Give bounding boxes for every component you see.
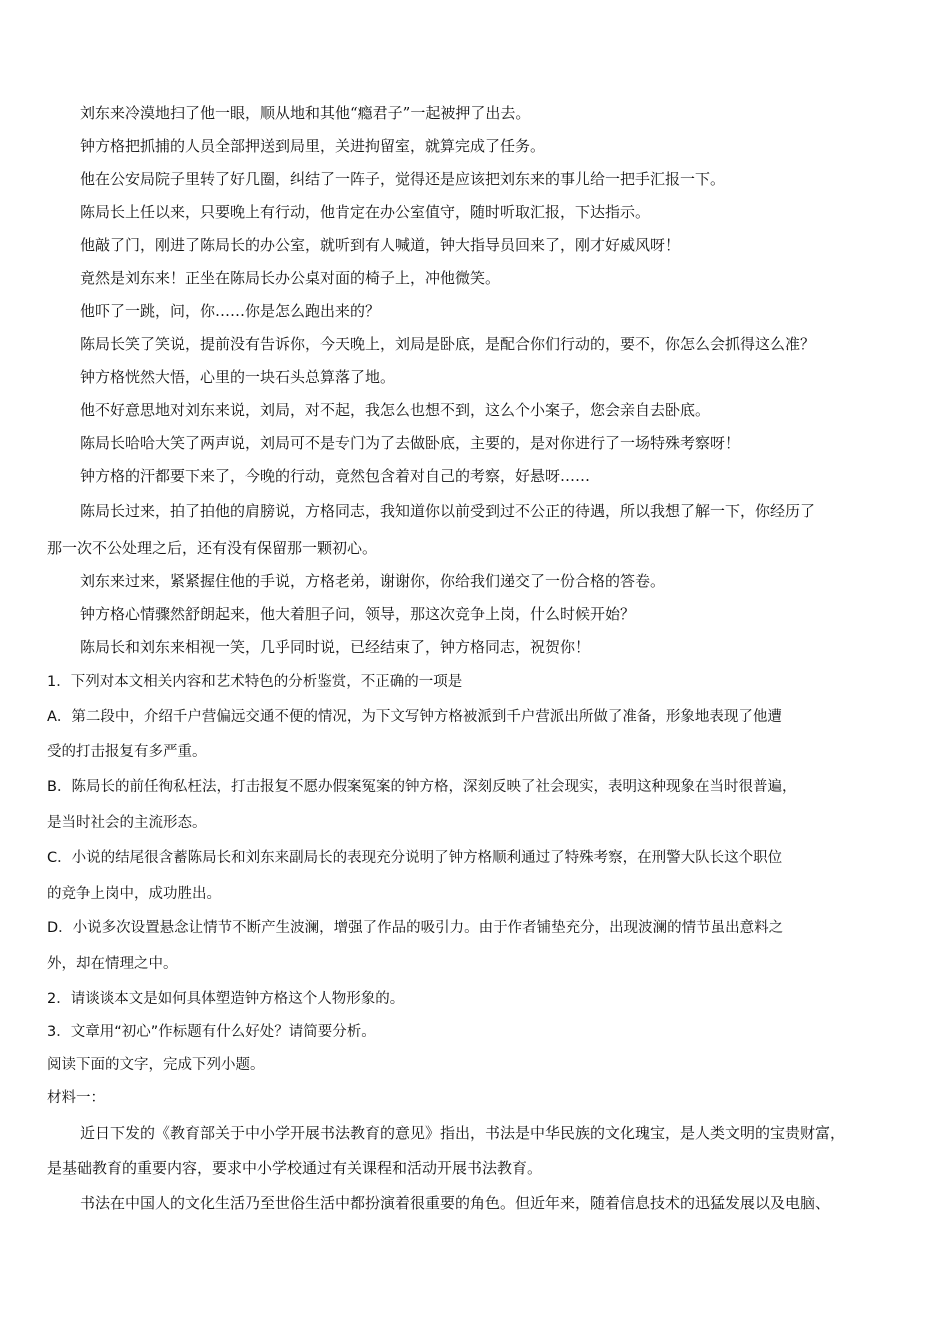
story-paragraph: 他不好意思地对刘东来说，刘局，对不起，我怎么也想不到，这么个小案子，您会亲自去卧底。: [80, 401, 711, 419]
material-paragraph: 近日下发的《教育部关于中小学开展书法教育的意见》指出，书法是中华民族的文化瑰宝，是人类文明的宝贵财富，: [80, 1124, 846, 1142]
option-c-continuation: 的竞争上岗中，成功胜出。: [47, 886, 221, 902]
option-c: C．小说的结尾很含蓄陈局长和刘东来副局长的表现充分说明了钟方格顺利通过了特殊考察，在刑警大队长这个职位: [47, 850, 783, 866]
story-paragraph: 陈局长过来，拍了拍他的肩膀说，方格同志，我知道你以前受到过不公正的待遇，所以我想了解一下，你经历了: [80, 502, 816, 520]
option-a: A．第二段中，介绍千户营偏远交通不便的情况，为下文写钟方格被派到千户营派出所做了准备，形象地表现了他遭: [47, 709, 782, 725]
option-d: D．小说多次设置悬念让情节不断产生波澜，增强了作品的吸引力。由于作者铺垫充分，出现波澜的情节虽出意料之: [47, 920, 784, 936]
option-b: B．陈局长的前任徇私枉法，打击报复不愿办假案冤案的钟方格，深刻反映了社会现实，表明这种现象在当时很普遍，: [47, 779, 797, 795]
story-paragraph: 陈局长上任以来，只要晚上有行动，他肯定在办公室值守，随时听取汇报，下达指示。: [80, 203, 651, 221]
story-paragraph: 他在公安局院子里转了好几圈，纠结了一阵子，觉得还是应该把刘东来的事儿给一把手汇报一下。: [80, 170, 726, 188]
option-a-continuation: 受的打击报复有多严重。: [47, 744, 207, 760]
story-paragraph: 钟方格的汗都要下来了，今晚的行动，竟然包含着对自己的考察，好悬呀……: [80, 467, 591, 485]
story-paragraph: 刘东来冷漠地扫了他一眼，顺从地和其他“瘾君子”一起被押了出去。: [80, 104, 531, 122]
story-paragraph: 陈局长和刘东来相视一笑，几乎同时说，已经结束了，钟方格同志，祝贺你！: [80, 638, 591, 656]
option-d-continuation: 外，却在情理之中。: [47, 956, 178, 972]
story-paragraph: 他敲了门，刚进了陈局长的办公室，就听到有人喊道，钟大指导员回来了，刚才好威风呀！: [80, 236, 681, 254]
question-1: 1．下列对本文相关内容和艺术特色的分析鉴赏，不正确的一项是: [47, 674, 463, 690]
question-3: 3．文章用“初心”作标题有什么好处？请简要分析。: [47, 1024, 376, 1040]
story-paragraph: 钟方格把抓捕的人员全部押送到局里，关进拘留室，就算完成了任务。: [80, 137, 546, 155]
material-label: 材料一：: [47, 1090, 105, 1106]
material-paragraph-continuation: 是基础教育的重要内容，要求中小学校通过有关课程和活动开展书法教育。: [47, 1159, 543, 1177]
material-paragraph: 书法在中国人的文化生活乃至世俗生活中都扮演着很重要的角色。但近年来，随着信息技术的迅猛发展以及电脑、: [80, 1194, 831, 1212]
story-paragraph: 他吓了一跳，问，你……你是怎么跑出来的？: [80, 302, 381, 320]
question-2: 2．请谈谈本文是如何具体塑造钟方格这个人物形象的。: [47, 991, 405, 1007]
story-paragraph: 刘东来过来，紧紧握住他的手说，方格老弟，谢谢你，你给我们递交了一份合格的答卷。: [80, 572, 666, 590]
story-paragraph-continuation: 那一次不公处理之后，还有没有保留那一颗初心。: [47, 539, 378, 557]
story-paragraph: 钟方格心情骤然舒朗起来，他大着胆子问，领导，那这次竞争上岗，什么时候开始？: [80, 605, 636, 623]
story-paragraph: 竟然是刘东来！正坐在陈局长办公桌对面的椅子上，冲他微笑。: [80, 269, 501, 287]
story-paragraph: 钟方格恍然大悟，心里的一块石头总算落了地。: [80, 368, 396, 386]
story-paragraph: 陈局长哈哈大笑了两声说，刘局可不是专门为了去做卧底，主要的，是对你进行了一场特殊考察呀！: [80, 434, 741, 452]
reading-intro: 阅读下面的文字，完成下列小题。: [47, 1057, 265, 1073]
story-paragraph: 陈局长笑了笑说，提前没有告诉你，今天晚上，刘局是卧底，是配合你们行动的，要不，你怎么会抓得这么准？: [80, 335, 816, 353]
option-b-continuation: 是当时社会的主流形态。: [47, 815, 207, 831]
